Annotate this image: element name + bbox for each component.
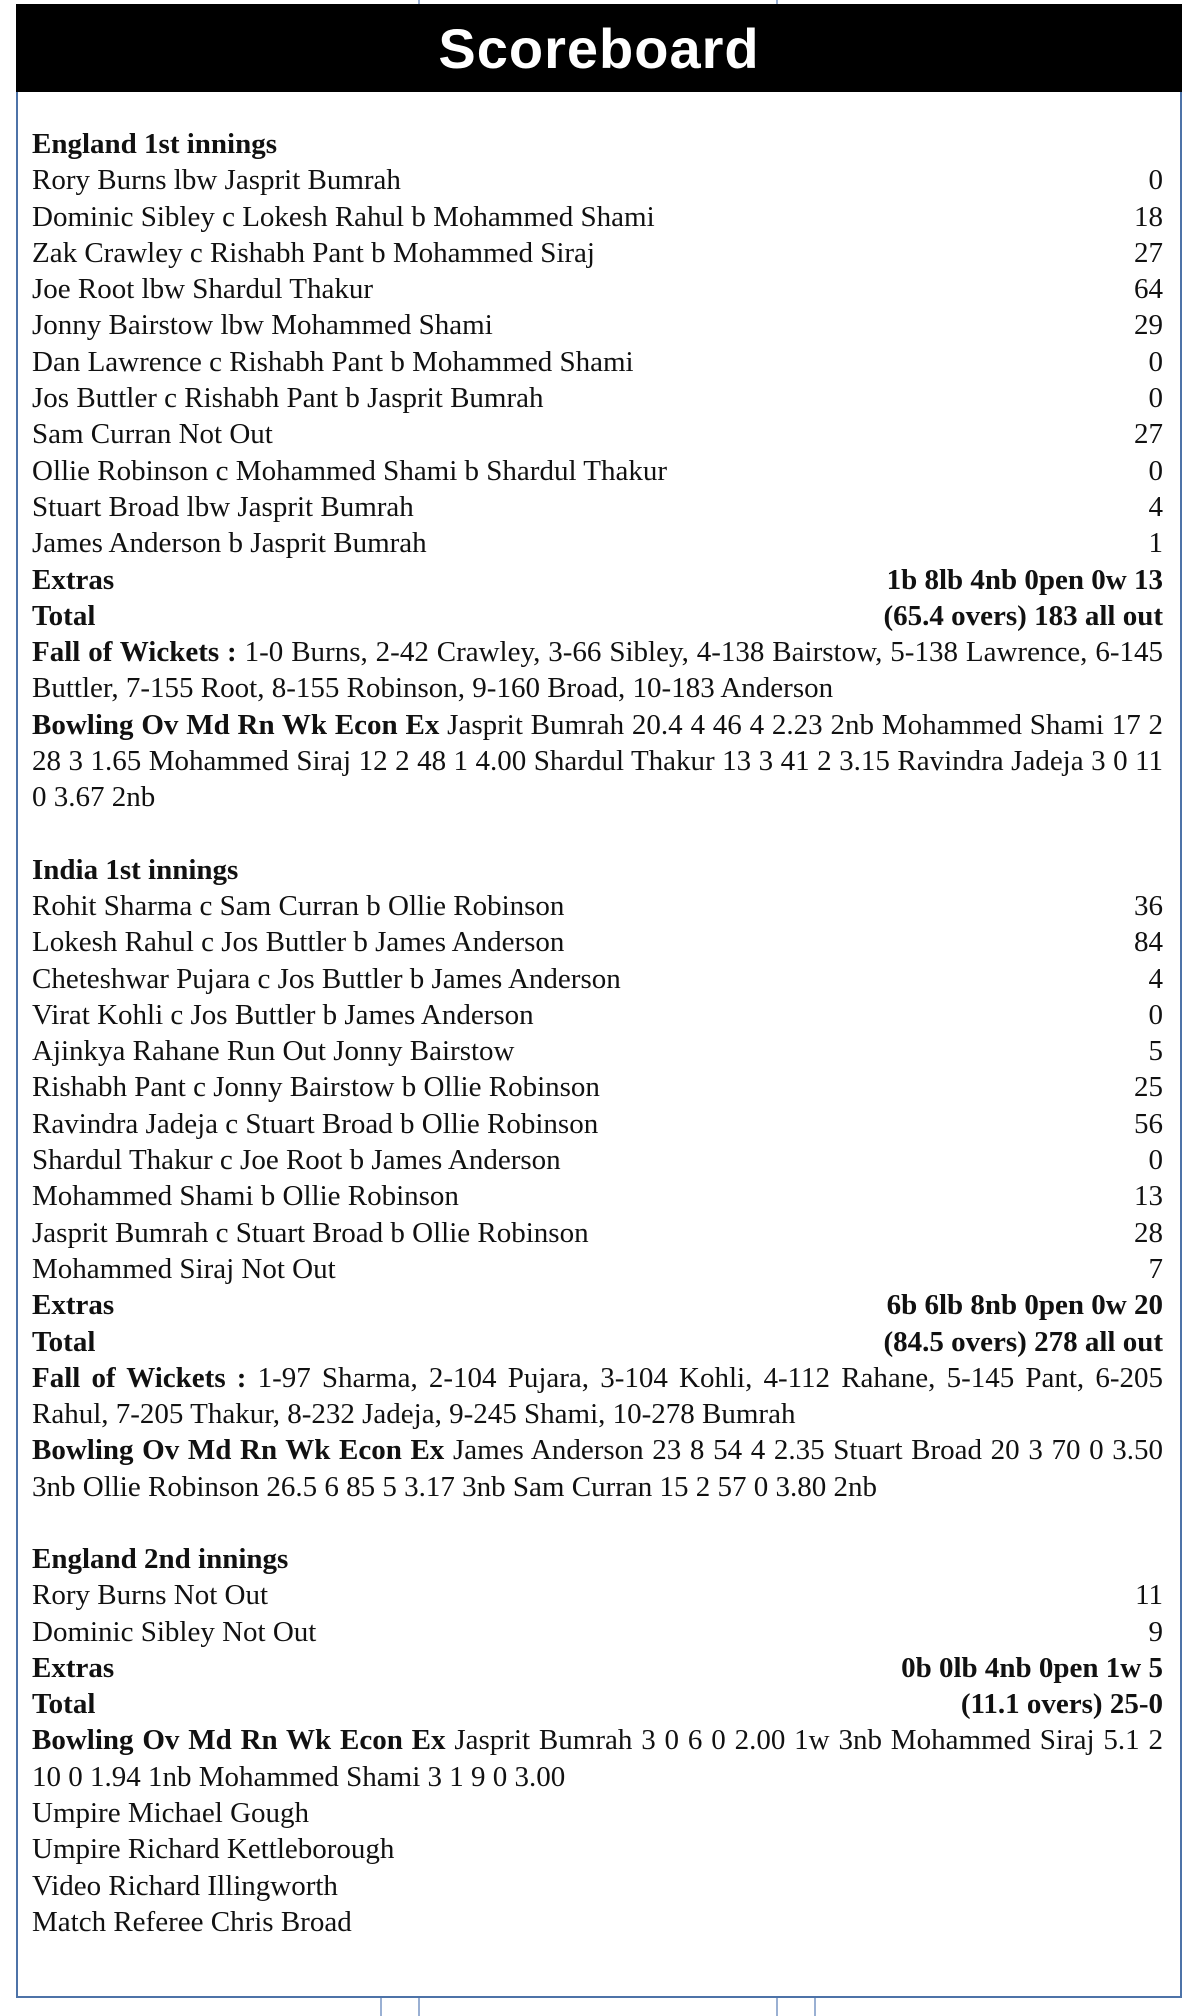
extras-value: 0b 0lb 4nb 0pen 1w 5 (901, 1651, 1163, 1684)
fow-label: Fall of Wickets : (32, 1361, 247, 1394)
match-officials (32, 1795, 1163, 1940)
total-row (32, 1324, 1163, 1360)
extras-row (32, 1287, 1163, 1323)
batsman-dismissal: Stuart Broad lbw Jasprit Bumrah (32, 490, 414, 523)
extras-row (32, 1650, 1163, 1686)
batsman-row (32, 525, 1163, 561)
batsman-row (32, 416, 1163, 452)
batsman-dismissal: Rishabh Pant c Jonny Bairstow b Ollie Robinson (32, 1071, 600, 1104)
extras-row (32, 562, 1163, 598)
batsman-runs: 18 (1134, 200, 1163, 233)
batsman-row (32, 344, 1163, 380)
batsman-row (32, 489, 1163, 525)
batsman-row (32, 1614, 1163, 1650)
batsman-runs: 25 (1134, 1071, 1163, 1104)
batsman-dismissal: Mohammed Siraj Not Out (32, 1252, 336, 1285)
batsman-dismissal: Rory Burns lbw Jasprit Bumrah (32, 164, 401, 197)
batsman-row (32, 997, 1163, 1033)
section-gap (32, 816, 1163, 852)
fow-text: 1-0 Burns, 2-42 Crawley, 3-66 Sibley, 4-138 Bairstow, 5-138 Lawrence, 6-145 Buttler, 7-155 Root, 8-155 Robinson, 9-160 Broad, 10-183 Anderson (32, 636, 1164, 705)
official-line: Umpire Richard Kettleborough (32, 1833, 395, 1866)
innings-title: England 2nd innings (32, 1542, 289, 1575)
guide-line (814, 1998, 816, 2016)
batsman-row (32, 380, 1163, 416)
total-value: (11.1 overs) 25-0 (960, 1688, 1163, 1721)
batsman-runs: 5 (1148, 1035, 1163, 1068)
scoreboard-header (16, 4, 1182, 92)
batsman-runs: 28 (1134, 1216, 1163, 1249)
batsman-dismissal: Dan Lawrence c Rishabh Pant b Mohammed Shami (32, 345, 634, 378)
batsman-row (32, 1033, 1163, 1069)
extras-label: Extras (32, 1289, 115, 1322)
innings-title: India 1st innings (32, 853, 239, 886)
extras-label: Extras (32, 563, 115, 596)
bowling-figures (32, 1722, 1163, 1795)
batsman-runs: 29 (1134, 309, 1163, 342)
official-line: Video Richard Illingworth (32, 1869, 338, 1902)
total-value: (84.5 overs) 278 all out (883, 1325, 1163, 1358)
guide-line (776, 1998, 778, 2016)
batsman-row (32, 162, 1163, 198)
batsman-dismissal: Ravindra Jadeja c Stuart Broad b Ollie Robinson (32, 1107, 599, 1140)
batsman-row (32, 271, 1163, 307)
guide-line (418, 1998, 420, 2016)
batsman-row (32, 235, 1163, 271)
batsman-dismissal: Virat Kohli c Jos Buttler b James Anderson (32, 998, 534, 1031)
batting-list (32, 888, 1163, 1287)
scoreboard-content (32, 126, 1163, 1940)
batsman-runs: 11 (1135, 1579, 1163, 1612)
extras-value: 1b 8lb 4nb 0pen 0w 13 (886, 563, 1163, 596)
batsman-dismissal: Ajinkya Rahane Run Out Jonny Bairstow (32, 1035, 515, 1068)
extras-value: 6b 6lb 8nb 0pen 0w 20 (886, 1289, 1163, 1322)
innings-england-1st (32, 126, 1163, 816)
batsman-row (32, 1142, 1163, 1178)
fow-label: Fall of Wickets : (32, 636, 237, 669)
batsman-runs: 9 (1148, 1615, 1163, 1648)
batsman-runs: 1 (1148, 527, 1163, 560)
batsman-dismissal: Rory Burns Not Out (32, 1579, 269, 1612)
batting-list (32, 162, 1163, 561)
bowling-text: Jasprit Bumrah 20.4 4 46 4 2.23 2nb Mohammed Shami 17 2 28 3 1.65 Mohammed Siraj 12 2 48 1 4.00 Shardul Thakur 13 3 41 2 3.15 Ravindra Jadeja 3 0 11 0 3.67 2nb (32, 708, 1164, 814)
batsman-row (32, 307, 1163, 343)
batsman-dismissal: Shardul Thakur c Joe Root b James Anderson (32, 1144, 561, 1177)
batsman-dismissal: James Anderson b Jasprit Bumrah (32, 527, 427, 560)
fow-text: 1-97 Sharma, 2-104 Pujara, 3-104 Kohli, 4-112 Rahane, 5-145 Pant, 6-205 Rahul, 7-205 Thakur, 8-232 Jadeja, 9-245 Shami, 10-278 Bumrah (32, 1361, 1163, 1431)
bowling-label: Bowling Ov Md Rn Wk Econ Ex (32, 1724, 446, 1757)
batsman-runs: 4 (1148, 490, 1163, 523)
batsman-runs: 0 (1148, 998, 1163, 1031)
total-label: Total (32, 599, 96, 632)
guide-line (380, 1998, 382, 2016)
batsman-dismissal: Joe Root lbw Shardul Thakur (32, 273, 373, 306)
batsman-runs: 0 (1148, 345, 1163, 378)
bowling-figures (32, 1432, 1163, 1505)
total-label: Total (32, 1688, 96, 1721)
official-line: Umpire Michael Gough (32, 1797, 310, 1830)
page-title: Scoreboard (438, 16, 760, 80)
batsman-row (32, 1251, 1163, 1287)
batsman-runs: 27 (1134, 236, 1163, 269)
batsman-row (32, 888, 1163, 924)
batsman-row (32, 1106, 1163, 1142)
bowling-label: Bowling Ov Md Rn Wk Econ Ex (32, 708, 440, 741)
batsman-runs: 27 (1134, 418, 1163, 451)
batsman-dismissal: Sam Curran Not Out (32, 418, 273, 451)
batsman-runs: 36 (1134, 889, 1163, 922)
fall-of-wickets (32, 1360, 1163, 1433)
batsman-row (32, 961, 1163, 997)
batsman-dismissal: Lokesh Rahul c Jos Buttler b James Anderson (32, 926, 565, 959)
batsman-runs: 0 (1148, 164, 1163, 197)
extras-label: Extras (32, 1651, 115, 1684)
batsman-dismissal: Jasprit Bumrah c Stuart Broad b Ollie Robinson (32, 1216, 589, 1249)
total-row (32, 1686, 1163, 1722)
total-row (32, 598, 1163, 634)
bowling-text: Jasprit Bumrah 3 0 6 0 2.00 1w 3nb Mohammed Siraj 5.1 2 10 0 1.94 1nb Mohammed Shami 3 1 9 0 3.00 (32, 1724, 1163, 1793)
batsman-runs: 56 (1134, 1107, 1163, 1140)
bowling-label: Bowling Ov Md Rn Wk Econ Ex (32, 1434, 445, 1467)
batsman-dismissal: Cheteshwar Pujara c Jos Buttler b James Anderson (32, 962, 621, 995)
batsman-row (32, 1178, 1163, 1214)
batsman-dismissal: Mohammed Shami b Ollie Robinson (32, 1180, 459, 1213)
innings-england-2nd (32, 1541, 1163, 1940)
fall-of-wickets (32, 634, 1163, 707)
innings-india-1st (32, 852, 1163, 1505)
total-value: (65.4 overs) 183 all out (883, 599, 1163, 632)
batsman-runs: 0 (1148, 1144, 1163, 1177)
batsman-runs: 4 (1148, 962, 1163, 995)
section-gap (32, 1505, 1163, 1541)
batsman-row (32, 924, 1163, 960)
batsman-dismissal: Rohit Sharma c Sam Curran b Ollie Robinson (32, 889, 565, 922)
batsman-row (32, 1069, 1163, 1105)
batsman-dismissal: Zak Crawley c Rishabh Pant b Mohammed Siraj (32, 236, 595, 269)
batsman-dismissal: Ollie Robinson c Mohammed Shami b Shardul Thakur (32, 454, 667, 487)
batsman-runs: 0 (1148, 454, 1163, 487)
batting-list (32, 1577, 1163, 1650)
bowling-text: James Anderson 23 8 54 4 2.35 Stuart Broad 20 3 70 0 3.50 3nb Ollie Robinson 26.5 6 85 5 3.17 3nb Sam Curran 15 2 57 0 3.80 2nb (32, 1434, 1164, 1503)
batsman-dismissal: Jos Buttler c Rishabh Pant b Jasprit Bumrah (32, 382, 544, 415)
batsman-runs: 7 (1148, 1252, 1163, 1285)
batsman-row (32, 199, 1163, 235)
batsman-runs: 0 (1148, 382, 1163, 415)
batsman-row (32, 1577, 1163, 1613)
batsman-dismissal: Jonny Bairstow lbw Mohammed Shami (32, 309, 493, 342)
total-label: Total (32, 1325, 96, 1358)
innings-title: England 1st innings (32, 128, 278, 160)
batsman-dismissal: Dominic Sibley Not Out (32, 1615, 317, 1648)
batsman-runs: 84 (1134, 926, 1163, 959)
batsman-dismissal: Dominic Sibley c Lokesh Rahul b Mohammed Shami (32, 200, 655, 233)
batsman-runs: 64 (1134, 273, 1163, 306)
batsman-row (32, 1215, 1163, 1251)
official-line: Match Referee Chris Broad (32, 1905, 352, 1938)
bowling-figures (32, 707, 1163, 816)
batsman-row (32, 453, 1163, 489)
batsman-runs: 13 (1134, 1180, 1163, 1213)
